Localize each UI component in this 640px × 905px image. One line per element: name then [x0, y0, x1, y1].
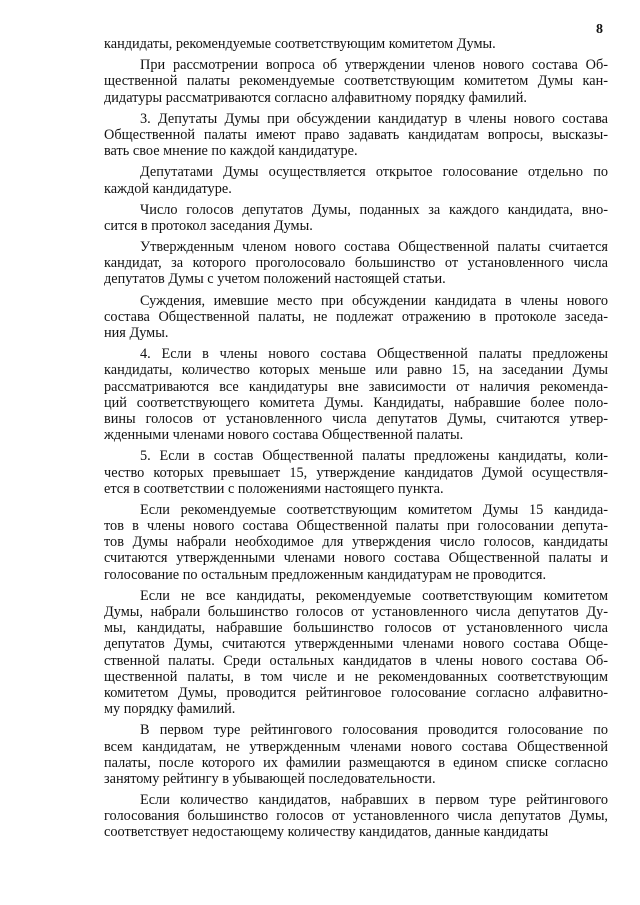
- text-line: ций соответствующего комитета Думы. Кандидаты, набравшие более поло-: [104, 394, 608, 411]
- paragraph: [104, 202, 608, 234]
- text-line: Число голосов депутатов Думы, поданных за каждого кандидата, вно-: [140, 201, 608, 218]
- text-line: 3. Депутаты Думы при обсуждении кандидатур в члены нового состава: [140, 110, 608, 127]
- paragraph: [104, 346, 608, 443]
- text-line: При рассмотрении вопроса об утверждении членов нового состава Об-: [140, 57, 608, 74]
- paragraph: [104, 792, 608, 841]
- text-line: дидатуры рассматриваются согласно алфавитному порядку фамилий.: [104, 89, 527, 106]
- text-line: Если не все кандидаты, рекомендуемые соответствующим комитетом: [140, 587, 608, 604]
- text-line: чество которых превышает 15, утверждение кандидатов Думой осуществля-: [104, 464, 608, 481]
- text-line: кандидат, за которого проголосовало большинство от установленного числа: [104, 255, 608, 272]
- text-line: депутатов Думы, считаются утвержденными членами нового состава Обще-: [104, 636, 608, 653]
- text-line: всем кандидатам, не утвержденным членами нового состава Общественной: [104, 738, 608, 755]
- text-line: Общественной палаты имеют право задавать кандидатам вопросы, высказы-: [104, 126, 608, 143]
- text-line: соответствует недостающему количеству кандидатов, данные кандидаты: [104, 824, 549, 841]
- document-body: [104, 36, 608, 846]
- paragraph: [104, 448, 608, 497]
- text-line: щественной палаты рекомендуемые соответствующим комитетом Думы кан-: [104, 73, 608, 90]
- text-line: мы, кандидаты, набравшие большинство голосов от установленного числа: [104, 620, 608, 637]
- text-line: кандидаты, рекомендуемые соответствующим комитетом Думы.: [104, 36, 496, 52]
- text-line: Депутатами Думы осуществляется открытое голосование отдельно по: [140, 164, 608, 181]
- text-line: Суждения, имевшие место при обсуждении кандидата в члены нового: [140, 292, 608, 309]
- paragraph: [104, 293, 608, 342]
- text-line: ния Думы.: [104, 325, 169, 341]
- text-line: каждой кандидатуре.: [104, 180, 232, 197]
- text-line: 5. Если в состав Общественной палаты предложены кандидаты, коли-: [140, 448, 608, 465]
- paragraph: [104, 239, 608, 288]
- text-line: 4. Если в члены нового состава Общественной палаты предложены: [140, 346, 608, 363]
- text-line: В первом туре рейтингового голосования проводится голосование по: [140, 722, 608, 739]
- text-line: щественной палаты, в том числе и не рекомендованных соответствующим: [104, 668, 608, 685]
- page-number: 8: [596, 22, 603, 37]
- text-line: состава Общественной палаты, не подлежат отражению в протоколе заседа-: [104, 308, 608, 325]
- paragraph: [104, 588, 608, 718]
- text-line: рассматриваются все кандидатуры вне зависимости от наличия рекоменда-: [104, 378, 608, 395]
- text-line: считаются утвержденными членами нового состава Общественной палаты и: [104, 550, 608, 567]
- text-line: Думы, набрали большинство голосов от установленного числа депутатов Ду-: [104, 604, 608, 620]
- text-line: жденными членами нового состава Общественной палаты.: [104, 427, 464, 444]
- text-line: Утвержденным членом нового состава Общественной палаты считается: [140, 239, 608, 256]
- text-line: му порядку фамилий.: [104, 701, 236, 718]
- text-line: вины голосов от установленного числа депутатов Думы, считаются утвер-: [104, 410, 608, 427]
- paragraph: [104, 111, 608, 160]
- text-line: палаты, после которого их фамилии размещаются в едином списке согласно: [104, 754, 608, 771]
- text-line: вать свое мнение по каждой кандидатуре.: [104, 143, 358, 160]
- text-line: тов Думы набрали необходимое для утверждения число голосов, кандидаты: [104, 534, 608, 551]
- paragraph: [104, 722, 608, 787]
- paragraph: [104, 57, 608, 106]
- text-line: голосования большинство голосов от установленного числа депутатов Думы,: [104, 808, 608, 825]
- text-line: кандидаты, количество которых меньше или равно 15, на заседании Думы: [104, 362, 608, 379]
- text-line: занятому рейтингу в убывающей последовательности.: [104, 770, 436, 787]
- text-line: сится в протокол заседания Думы.: [104, 217, 313, 234]
- text-line: ется в соответствии с положениями настоящего пункта.: [104, 480, 444, 497]
- paragraph: [104, 36, 608, 52]
- text-line: ственной палаты. Среди остальных кандидатов в члены нового состава Об-: [104, 652, 608, 669]
- paragraph: [104, 502, 608, 583]
- text-line: голосование по остальным предложенным кандидатурам не проводится.: [104, 566, 547, 583]
- text-line: Если рекомендуемые соответствующим комитетом Думы 15 кандида-: [140, 501, 608, 518]
- text-line: тов в члены нового состава Общественной палаты при голосовании депута-: [104, 518, 608, 535]
- text-line: Если количество кандидатов, набравших в первом туре рейтингового: [140, 792, 608, 809]
- paragraph: [104, 164, 608, 196]
- text-line: комитетом Думы, проводится рейтинговое голосование согласно алфавитно-: [104, 684, 608, 701]
- text-line: депутатов Думы с учетом положений настоящей статьи.: [104, 271, 446, 288]
